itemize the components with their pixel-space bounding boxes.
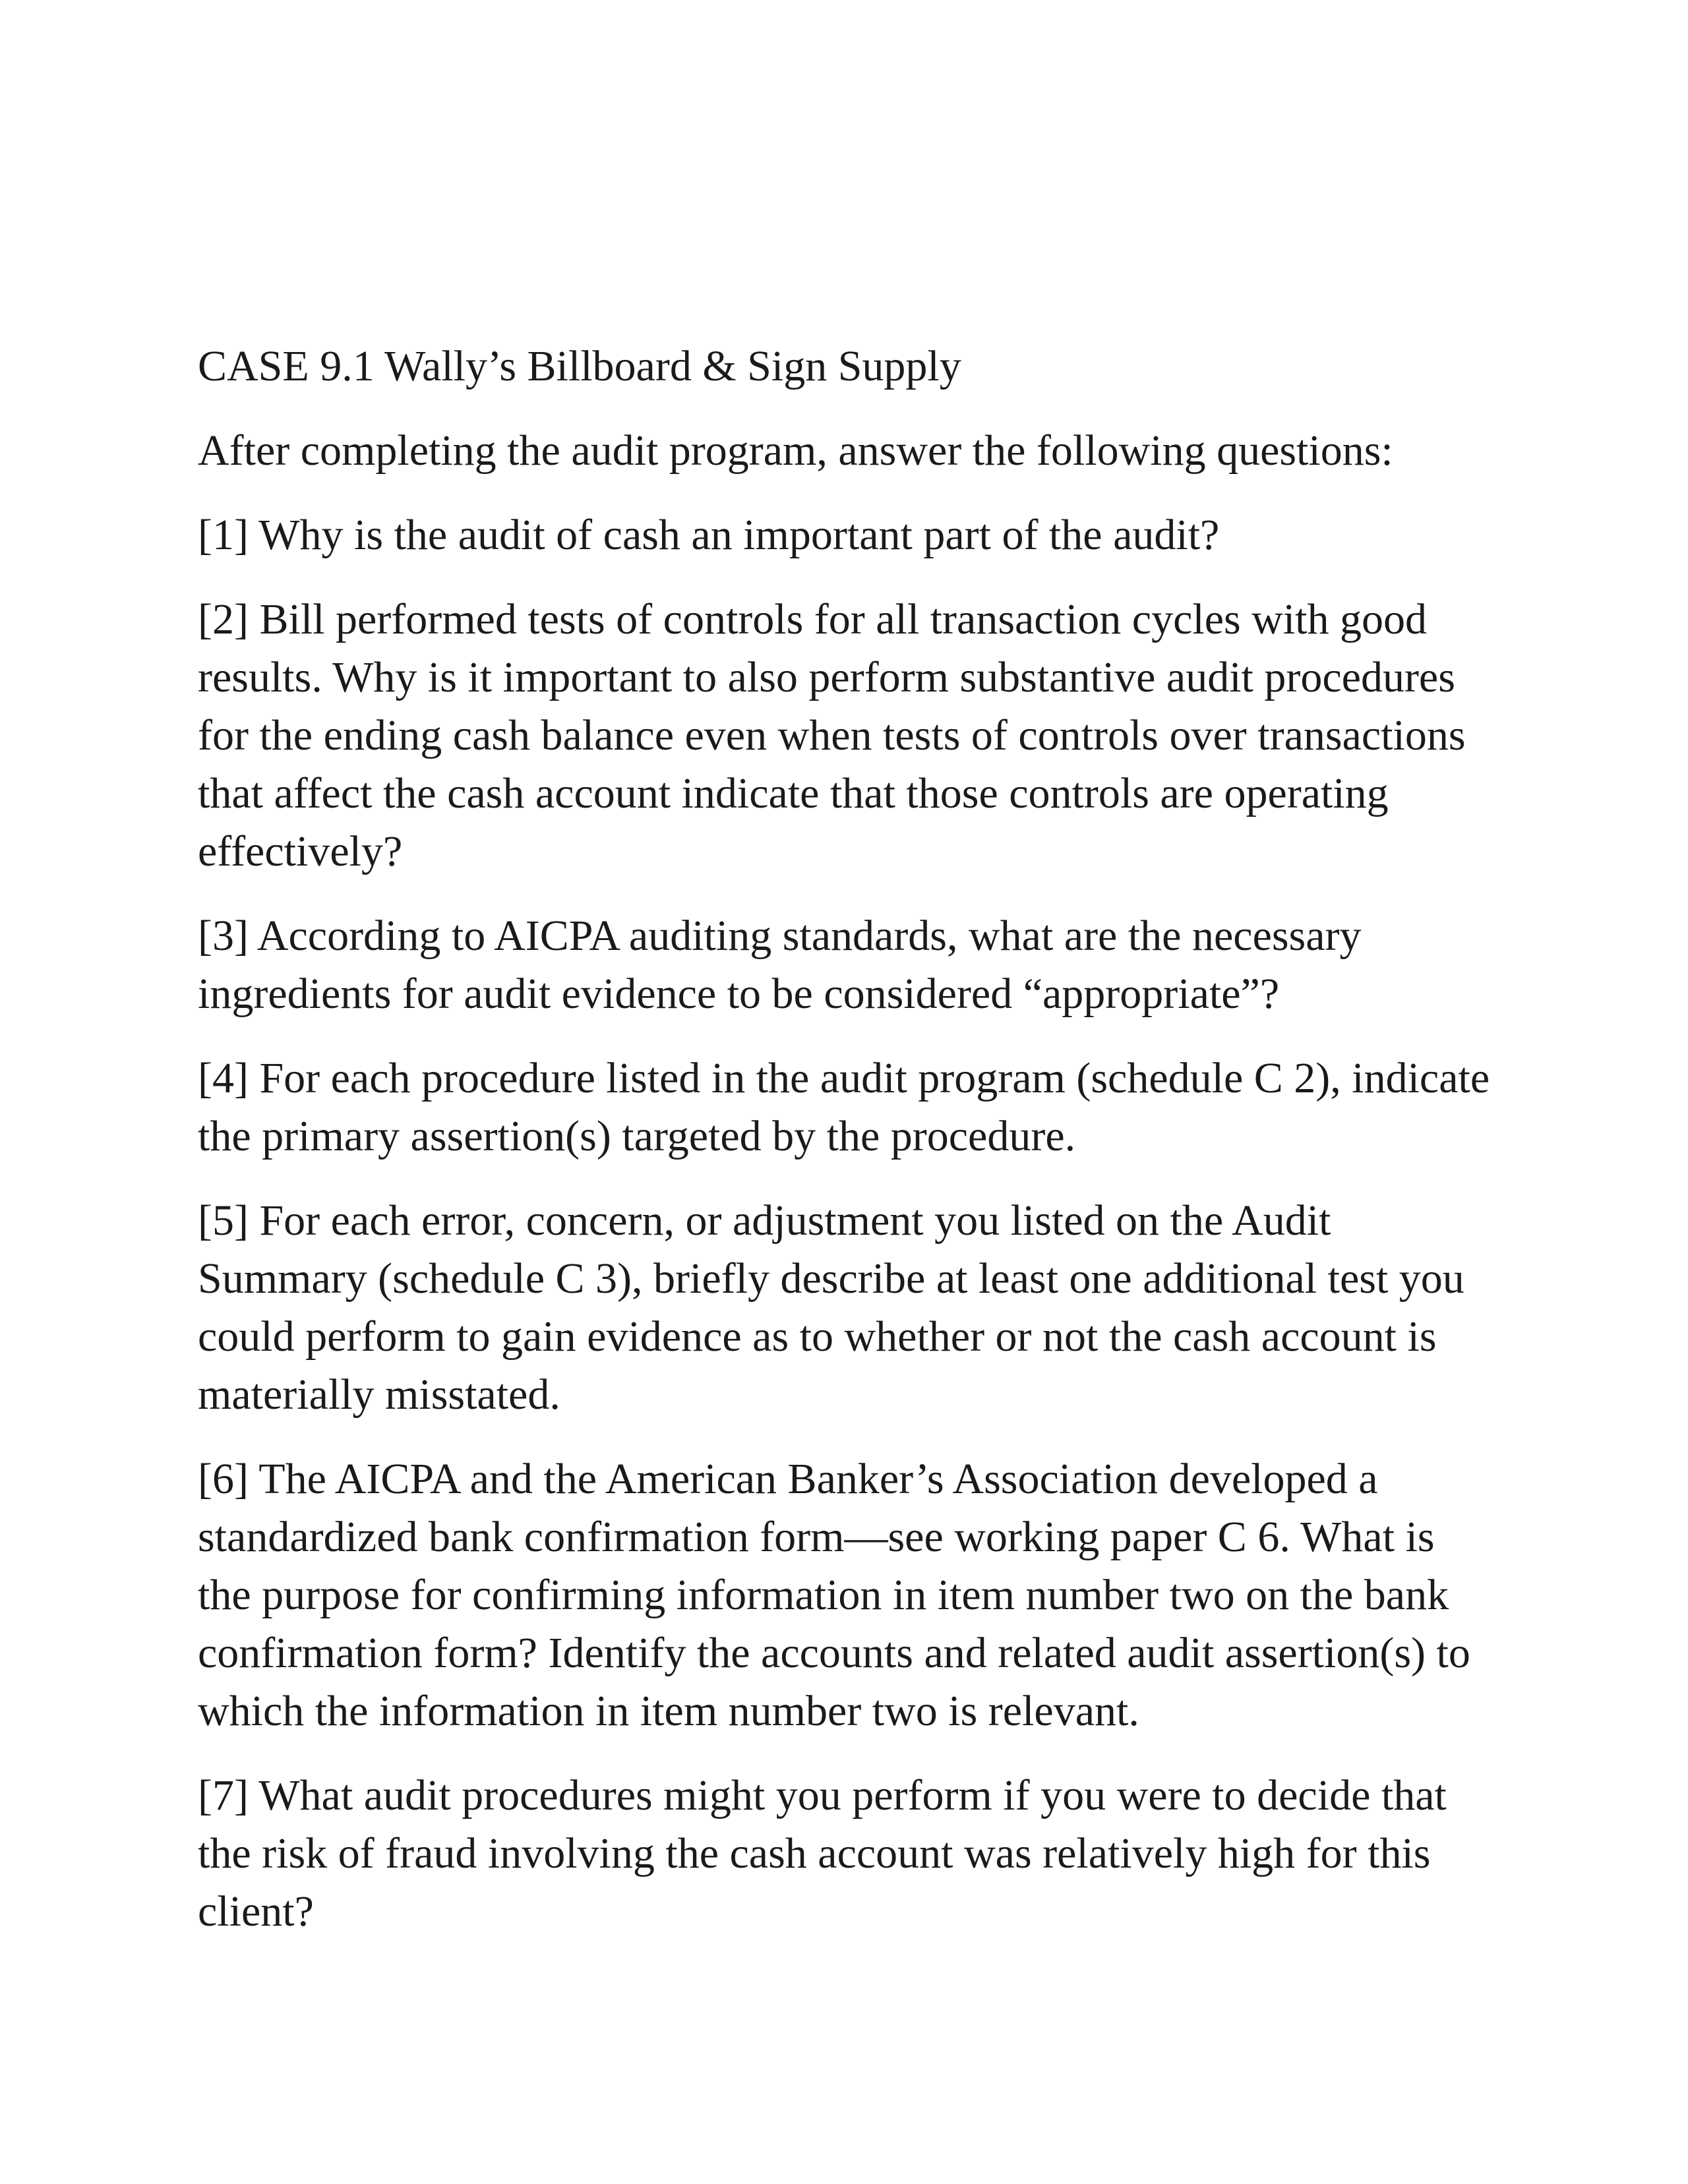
- question-3: [3] According to AICPA auditing standards, what are the necessary ingredients for audit evidence to be considered “appropriate”?: [198, 912, 1362, 1018]
- case-title: CASE 9.1 Wally’s Billboard & Sign Supply: [198, 342, 961, 390]
- document-body: [198, 338, 1490, 1967]
- question-4: [4] For each procedure listed in the audit program (schedule C 2), indicate the primary assertion(s) targeted by the procedure.: [198, 1054, 1490, 1160]
- question-7: [7] What audit procedures might you perform if you were to decide that the risk of fraud involving the cash account was relatively high for this client?: [198, 1771, 1447, 1935]
- question-1: [1] Why is the audit of cash an important part of the audit?: [198, 511, 1220, 559]
- instructions: After completing the audit program, answer the following questions:: [198, 427, 1393, 475]
- question-2: [2] Bill performed tests of controls for all transaction cycles with good results. Why is it important to also perform substantive audit procedures for the ending cash balance even when tests of controls over transactions that affect the cash account indicate that those controls are operating effectively?: [198, 595, 1466, 875]
- question-6: [6] The AICPA and the American Banker’s Association developed a standardized bank confirmation form—see working paper C 6. What is the purpose for confirming information in item number two on the bank confirmation form? Identify the accounts and related audit assertion(s) to which the information in item number two is relevant.: [198, 1455, 1470, 1735]
- question-5: [5] For each error, concern, or adjustment you listed on the Audit Summary (schedule C 3), briefly describe at least one additional test you could perform to gain evidence as to whether or not the cash account is materially misstated.: [198, 1196, 1464, 1419]
